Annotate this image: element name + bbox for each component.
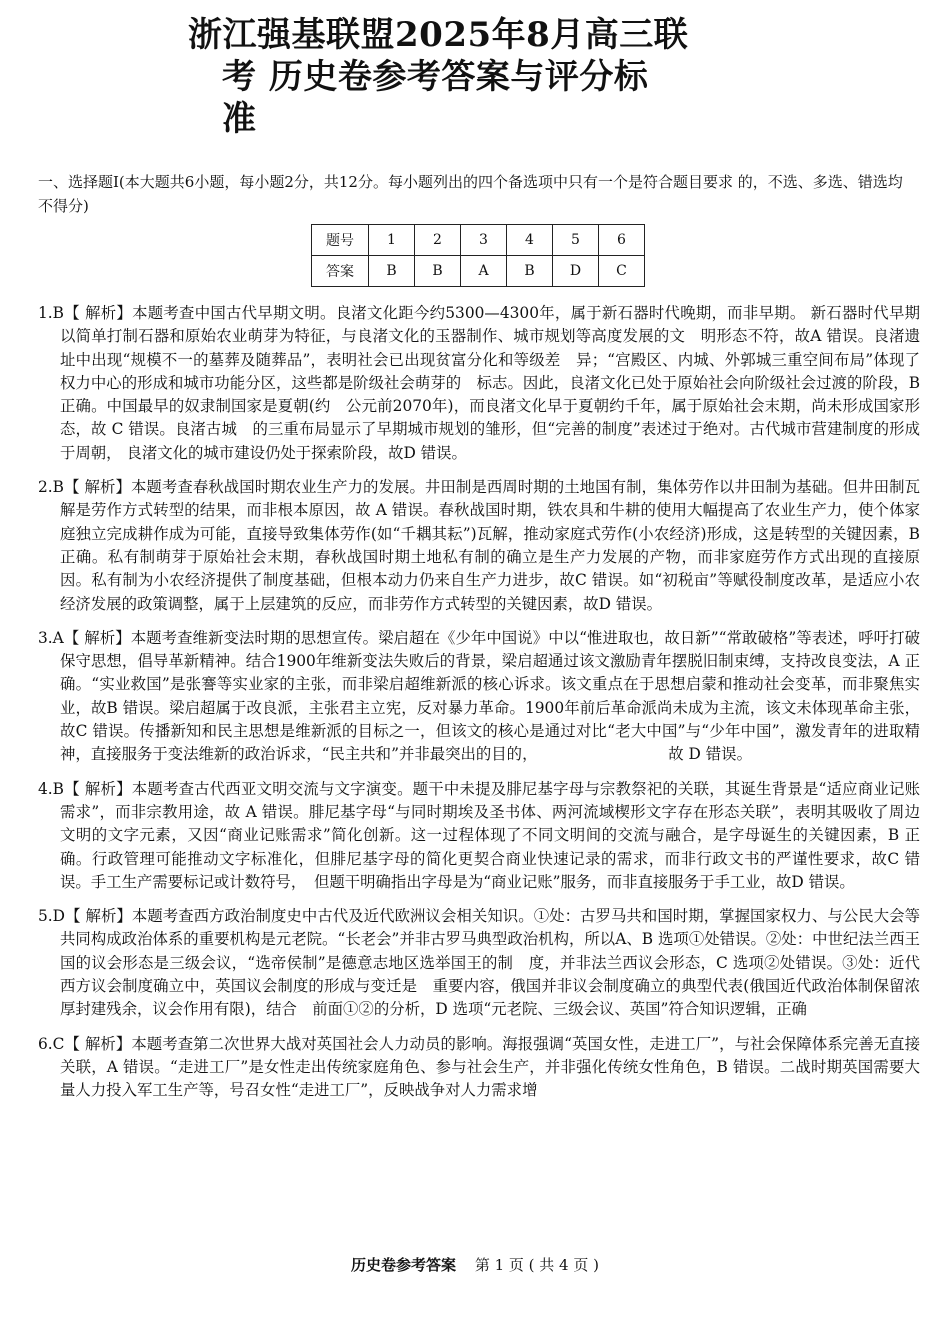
- answer-table-number-row: [312, 225, 645, 256]
- question-number: 4: [507, 225, 553, 256]
- question-number: 1: [369, 225, 415, 256]
- explanations: [38, 302, 920, 1114]
- answer-letter: D: [553, 256, 599, 287]
- question-number: 3: [461, 225, 507, 256]
- answer-letter: B: [369, 256, 415, 287]
- answer-table-answer-row: [312, 256, 645, 287]
- explanation-item-6: 6.C【 解析】本题考查第二次世界大战对英国社会人力动员的影响。海报强调“英国女性，走进工厂”，与社会保障体系完善无直接关联，A 错误。“走进工厂”是女性走出传统家庭角色、参与社会生产，并非强化传统女性角色，B 错误。二战时期英国需要大量人力投入军工生产等，号召女性“走进工厂”，反映战争对人力需求增: [38, 1034, 920, 1100]
- answer-row-label: 答案: [312, 256, 369, 287]
- footer-doc-name: 历史卷参考答案: [351, 1256, 457, 1274]
- explanation-item-4: 4.B【 解析】本题考查古代西亚文明交流与文字演变。题干中未提及腓尼基字母与宗教祭祀的关联，其诞生背景是“适应商业记账需求”，而非宗教用途，故 A 错误。腓尼基字母“与同时期埃及圣书体、两河流域楔形文字存在形态关联”，表明其吸收了周边文明的文字元素，又因“商业记账需求”简化创新。这一过程体现了不同文明间的交流与融合，是字母诞生的关键因素，B 正确。行政管理可能推动文字标准化，但腓尼基字母的简化更契合商业快速记录的需求，而非行政文书的严谨性要求，故C 错误。手工生产需要标记或计数符号， 但题干明确指出字母是为“商业记账”服务，而非直接服务于手工业，故D 错误。: [38, 779, 920, 891]
- answer-letter: C: [599, 256, 645, 287]
- answer-letter: A: [461, 256, 507, 287]
- answer-table: [311, 224, 645, 287]
- explanation-item-5: 5.D【 解析】本题考查西方政治制度史中古代及近代欧洲议会相关知识。①处：古罗马共和国时期，掌握国家权力、与公民大会等共同构成政治体系的重要机构是元老院。“长老会”并非古罗马典型政治机构，所以A、B 选项①处错误。②处：中世纪法兰西王国的议会形态是三级会议，“选帝侯制”是德意志地区选举国王的制 度，并非法兰西议会形态，C 选项②处错误。③处：近代西方议会制度确立中，英国议会制度的形成与变迁是 重要内容，俄国并非议会制度确立的典型代表(俄国近代政治体制保留浓厚封建残余，议会作用有限)，结合 前面①②的分析，D 选项“元老院、三级会议、英国”符合知识逻辑，正确: [38, 907, 920, 1019]
- footer-page-number: 第 1 页 ( 共 4 页 ): [474, 1256, 599, 1274]
- title-line-1: 浙江强基联盟2025年8月高三联: [188, 15, 689, 55]
- number-row-label: 题号: [312, 225, 369, 256]
- page-title: [188, 14, 758, 140]
- title-line-2: 考 历史卷参考答案与评分标: [222, 57, 649, 97]
- question-number: 6: [599, 225, 645, 256]
- title-line-3: 准: [222, 99, 257, 139]
- explanation-item-3: 3.A【 解析】本题考查维新变法时期的思想宣传。梁启超在《少年中国说》中以“惟进取也，故日新”“常敢破格”等表述，呼吁打破保守思想，倡导革新精神。结合1900年维新变法失败后的背景，梁启超通过该文激励青年摆脱旧制束缚，支持改良变法，A 正确。“实业救国”是张謇等实业家的主张，而非梁启超维新派的核心诉求。该文重点在于思想启蒙和推动社会变革，而非聚焦实业，故B 错误。梁启超属于改良派，主张君主立宪，反对暴力革命。1900年前后革命派尚未成为主流，该文未体现革命主张，故C 错误。传播新知和民主思想是维新派的目标之一，但该文的核心是通过对比“老大中国”与“少年中国”，激发青年的进取精神，直接服务于变法维新的政治诉求，“民主共和”并非最突出的目的， 故 D 错误。: [38, 628, 920, 764]
- question-number: 5: [553, 225, 599, 256]
- section-intro: 一、选择题Ⅰ(本大题共6小题，每小题2分，共12分。每小题列出的四个备选项中只有一个是符合题目要求 的，不选、多选、错选均不得分): [38, 173, 903, 215]
- question-number: 2: [415, 225, 461, 256]
- page-footer: [0, 1254, 950, 1275]
- explanation-item-2: 2.B【 解析】本题考查春秋战国时期农业生产力的发展。井田制是西周时期的土地国有制，集体劳作以井田制为基础。但井田制瓦解是劳作方式转型的结果，而非根本原因，故 A 错误。春秋战国时期，铁农具和牛耕的使用大幅提高了农业生产力，使个体家庭独立完成耕作成为可能，直接导致集体劳作(如“千耦其耘”)瓦解，推动家庭式劳作(小农经济)形成，这是转型的关键因素，B正确。私有制萌芽于原始社会末期，春秋战国时期土地私有制的确立是生产力发展的产物，而非家庭劳作方式出现的直接原因。私有制为小农经济提供了制度基础，但根本动力仍来自生产力进步，故C 错误。如“初税亩”等赋役制度改革，是适应小农经济发展的政策调整，属于上层建筑的反应，而非劳作方式转型的关键因素，故D 错误。: [38, 478, 920, 613]
- answer-letter: B: [415, 256, 461, 287]
- explanation-item-1: 1.B【 解析】本题考查中国古代早期文明。良渚文化距今约5300—4300年，属于新石器时代晚期，而非早期。 新石器时代早期以简单打制石器和原始农业萌芽为特征，与良渚文化的玉器制作、城市规划等高度发展的文 明形态不符，故A 错误。良渚遗址中出现“规模不一的墓葬及随葬品”，表明社会已出现贫富分化和等级差 异；“宫殿区、内城、外郭城三重空间布局”体现了权力中心的形成和城市功能分区，这些都是阶级社会萌芽的 标志。因此，良渚文化已处于原始社会向阶级社会过渡的阶段，B 正确。中国最早的奴隶制国家是夏朝(约 公元前2070年)，而良渚文化早于夏朝约千年，属于原始社会末期，尚未形成国家形态，故 C 错误。良渚古城 的三重布局显示了早期城市规划的雏形，但“完善的制度”表述过于绝对。古代城市营建制度的形成于周朝， 良渚文化的城市建设仍处于探索阶段，故D 错误。: [38, 304, 920, 462]
- answer-letter: B: [507, 256, 553, 287]
